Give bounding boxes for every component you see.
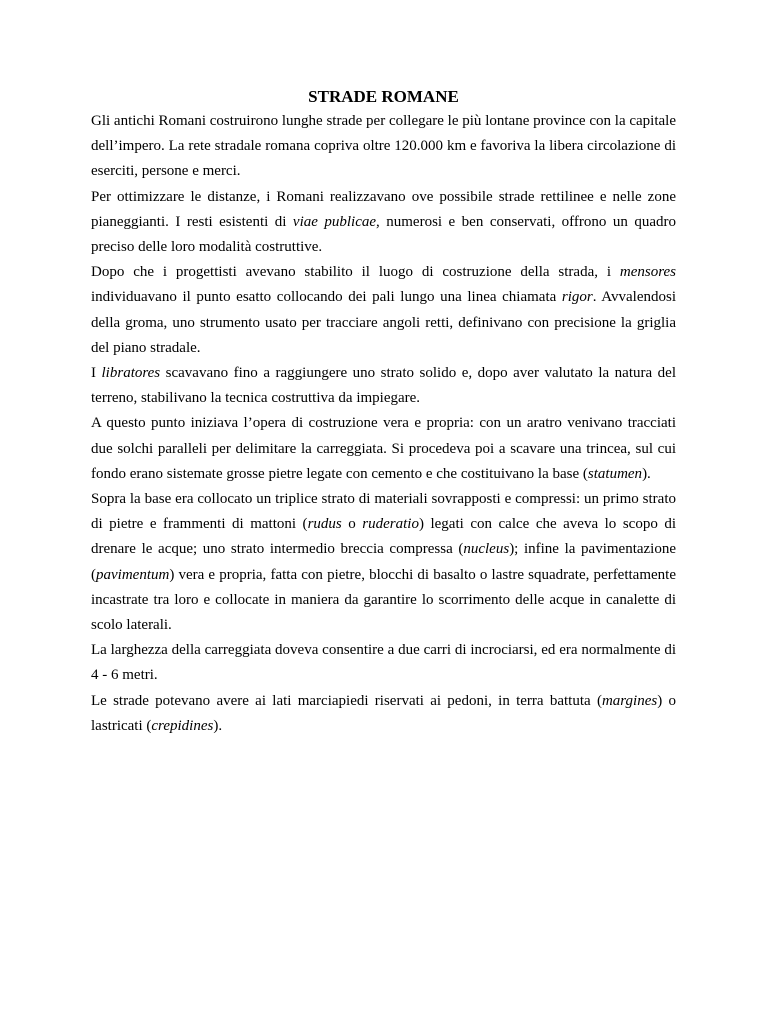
- text-segment: Per ottimizzare le distanze, i Romani realizzavano ove possibile strade rettilinee e nelle zone pianeggianti. I resti esistenti di: [91, 188, 676, 230]
- text-segment: ).: [213, 717, 223, 734]
- paragraph-mensores: [91, 260, 676, 361]
- paragraph-distances: [91, 185, 676, 261]
- latin-term: pavimentum: [96, 566, 170, 583]
- paragraph-libratores: [91, 361, 676, 411]
- text-segment: o: [341, 516, 363, 533]
- text-segment: Dopo che i progettisti avevano stabilito il luogo di costruzione della strada, i: [91, 264, 620, 281]
- paragraph-width: [91, 638, 676, 688]
- latin-term: libratores: [101, 365, 161, 382]
- paragraph-sidewalks: [91, 689, 676, 739]
- text-segment: Sopra la base era collocato un triplice strato di materiali sovrapposti e compressi: un primo strato di pietre e frammenti di mattoni (: [91, 491, 676, 533]
- text-segment: , numerosi e ben conservati, offrono un quadro preciso delle loro modalità costruttive.: [91, 213, 676, 256]
- document-body: [91, 84, 676, 739]
- text-segment: ); infine la pavimentazione (: [91, 541, 677, 583]
- latin-term: viae publicae: [292, 213, 377, 230]
- text-segment: ) legati con calce che aveva lo scopo di drenare le acque; uno strato intermedio breccia compressa (: [91, 516, 677, 558]
- latin-term: ruderatio: [362, 516, 419, 533]
- text-segment: Gli antichi Romani costruirono lunghe strade per collegare le più lontane province con la capitale dell’impero. La rete stradale romana copriva oltre 120.000 km e favoriva la libera circolazione di eserciti, persone e merci.: [91, 113, 676, 180]
- text-segment: individuavano il punto esatto collocando dei pali lungo una linea chiamata: [91, 289, 562, 306]
- latin-term: margines: [601, 692, 658, 709]
- text-segment: I: [91, 365, 102, 382]
- latin-term: crepidines: [151, 717, 214, 734]
- text-segment: scavavano fino a raggiungere uno strato solido e, dopo aver valutato la natura del terreno, stabilivano la tecnica costruttiva da impiegare.: [91, 365, 676, 407]
- text-segment: A questo punto iniziava l’opera di costruzione vera e propria: con un aratro venivano tracciati due solchi paralleli per delimitare la carreggiata. Si procedeva poi a scavare una trincea, sul cui fondo erano sistemate grosse pietre legate con cemento e che costituivano la base (: [91, 415, 676, 482]
- text-segment: . Avvalendosi della groma, uno strumento usato per tracciare angoli retti, definivano con precisione la griglia del piano stradale.: [91, 289, 676, 356]
- document-title: STRADE ROMANE: [308, 87, 459, 106]
- latin-term: nucleus: [463, 541, 510, 558]
- latin-term: statumen: [587, 465, 643, 482]
- text-segment: ) o lastricati (: [91, 692, 676, 734]
- paragraph-layers: [91, 487, 676, 638]
- latin-term: rudus: [307, 516, 342, 533]
- text-segment: ).: [642, 465, 651, 482]
- latin-term: rigor: [561, 289, 593, 306]
- paragraph-construction: [91, 411, 676, 487]
- latin-term: mensores: [619, 264, 676, 281]
- text-segment: ) vera e propria, fatta con pietre, blocchi di basalto o lastre squadrate, perfettamente incastrate tra loro e collocate in maniera da garantire lo scorrimento delle acque in canalette di scolo laterali.: [91, 566, 676, 634]
- text-segment: Le strade potevano avere ai lati marciapiedi riservati ai pedoni, in terra battuta (: [91, 692, 602, 709]
- paragraph-intro: [91, 109, 676, 185]
- text-segment: La larghezza della carreggiata doveva consentire a due carri di incrociarsi, ed era normalmente di 4 - 6 metri.: [91, 642, 676, 684]
